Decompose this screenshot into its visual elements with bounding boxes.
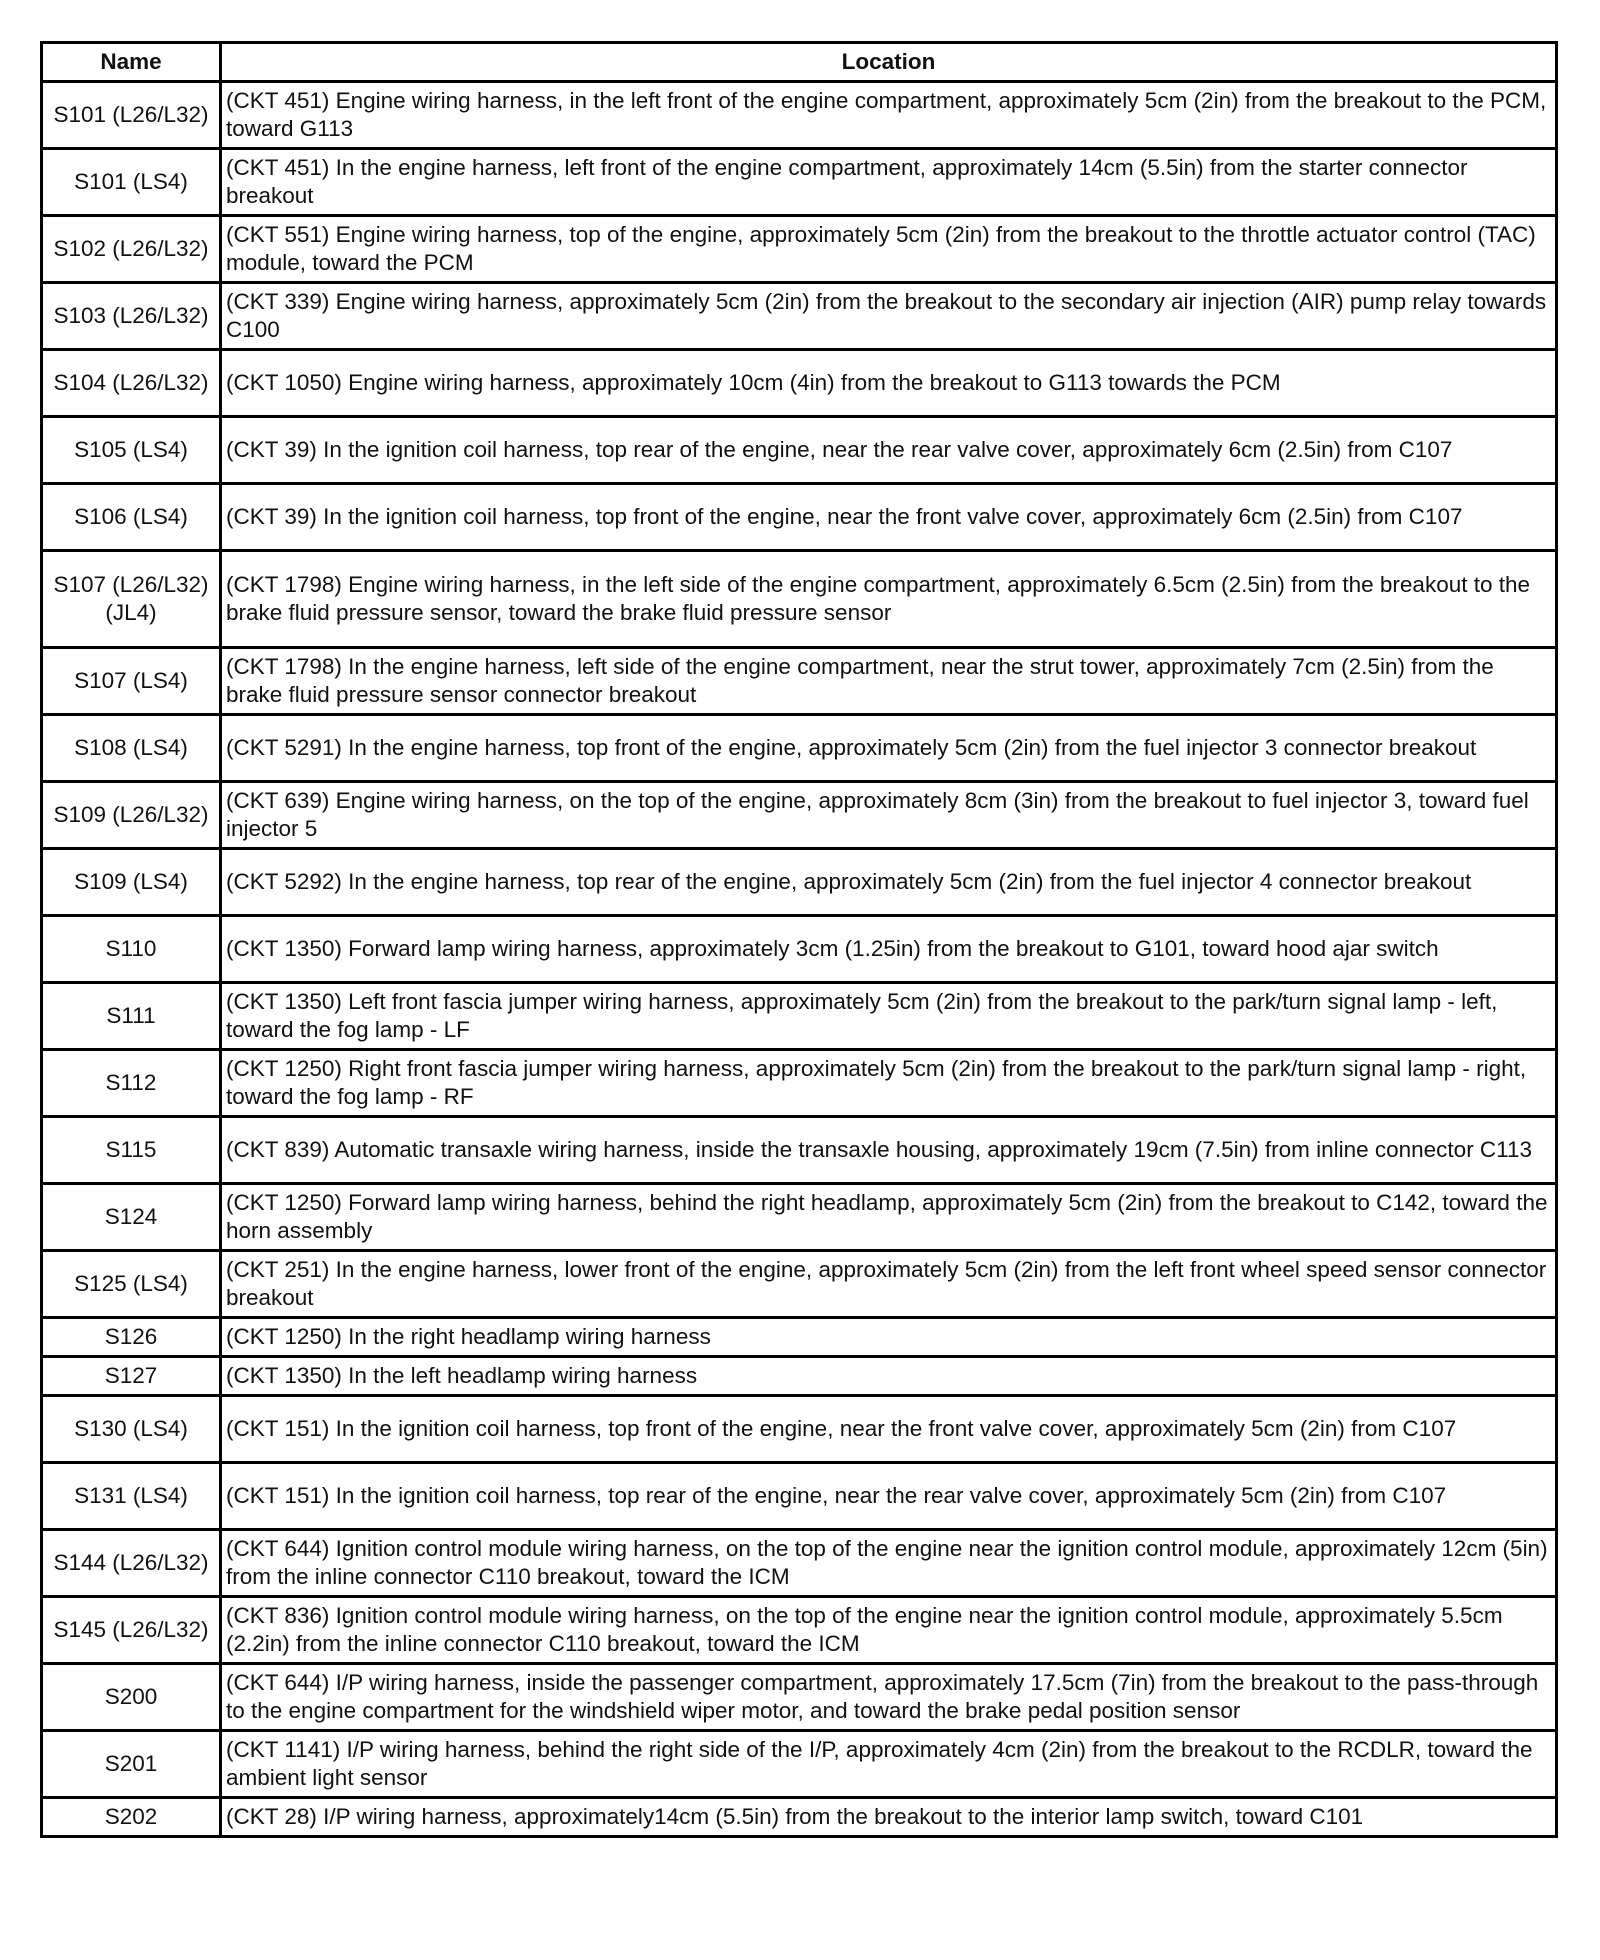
splice-location: (CKT 339) Engine wiring harness, approximately 5cm (2in) from the breakout to the secondary air injection (AIR) pump relay towards C100 [221, 283, 1557, 350]
splice-location: (CKT 5292) In the engine harness, top rear of the engine, approximately 5cm (2in) from the fuel injector 4 connector breakout [221, 849, 1557, 916]
splice-location: (CKT 39) In the ignition coil harness, top front of the engine, near the front valve cover, approximately 6cm (2.5in) from C107 [221, 484, 1557, 551]
table-row [42, 849, 1557, 916]
table-row [42, 149, 1557, 216]
splice-name: S115 [42, 1117, 221, 1184]
table-row [42, 782, 1557, 849]
table-row [42, 715, 1557, 782]
splice-location: (CKT 644) I/P wiring harness, inside the passenger compartment, approximately 17.5cm (7in) from the breakout to the pass-through to the engine compartment for the windshield wiper motor, and toward the brake pedal position sensor [221, 1664, 1557, 1731]
splice-location: (CKT 1250) Right front fascia jumper wiring harness, approximately 5cm (2in) from the breakout to the park/turn signal lamp - right, toward the fog lamp - RF [221, 1050, 1557, 1117]
splice-location: (CKT 28) I/P wiring harness, approximately14cm (5.5in) from the breakout to the interior lamp switch, toward C101 [221, 1798, 1557, 1837]
splice-name: S105 (LS4) [42, 417, 221, 484]
splice-location: (CKT 1798) In the engine harness, left side of the engine compartment, near the strut tower, approximately 7cm (2.5in) from the brake fluid pressure sensor connector breakout [221, 648, 1557, 715]
splice-location: (CKT 151) In the ignition coil harness, top front of the engine, near the front valve cover, approximately 5cm (2in) from C107 [221, 1396, 1557, 1463]
splice-name: S111 [42, 983, 221, 1050]
table-row [42, 1664, 1557, 1731]
splice-name: S106 (LS4) [42, 484, 221, 551]
splice-name: S104 (L26/L32) [42, 350, 221, 417]
splice-location: (CKT 451) Engine wiring harness, in the left front of the engine compartment, approximately 5cm (2in) from the breakout to the PCM, toward G113 [221, 82, 1557, 149]
splice-location: (CKT 451) In the engine harness, left front of the engine compartment, approximately 14cm (5.5in) from the starter connector breakout [221, 149, 1557, 216]
table-row [42, 216, 1557, 283]
table-row [42, 1318, 1557, 1357]
splice-location: (CKT 1350) Left front fascia jumper wiring harness, approximately 5cm (2in) from the breakout to the park/turn signal lamp - left, toward the fog lamp - LF [221, 983, 1557, 1050]
splice-location: (CKT 839) Automatic transaxle wiring harness, inside the transaxle housing, approximately 19cm (7.5in) from inline connector C113 [221, 1117, 1557, 1184]
splice-location: (CKT 1798) Engine wiring harness, in the left side of the engine compartment, approximately 6.5cm (2.5in) from the breakout to the brake fluid pressure sensor, toward the brake fluid pressure sensor [221, 551, 1557, 648]
table-row [42, 1396, 1557, 1463]
table-row [42, 551, 1557, 648]
splice-location: (CKT 1141) I/P wiring harness, behind the right side of the I/P, approximately 4cm (2in) from the breakout to the RCDLR, toward the ambient light sensor [221, 1731, 1557, 1798]
table-row [42, 1463, 1557, 1530]
header-name: Name [42, 43, 221, 82]
splice-location-table [40, 41, 1558, 1838]
table-header-row [42, 43, 1557, 82]
splice-name: S200 [42, 1664, 221, 1731]
splice-name: S108 (LS4) [42, 715, 221, 782]
splice-name: S145 (L26/L32) [42, 1597, 221, 1664]
splice-location: (CKT 1250) In the right headlamp wiring harness [221, 1318, 1557, 1357]
table-row [42, 350, 1557, 417]
splice-name: S201 [42, 1731, 221, 1798]
table-row [42, 283, 1557, 350]
table-row [42, 1798, 1557, 1837]
table-row [42, 1530, 1557, 1597]
splice-location: (CKT 1050) Engine wiring harness, approximately 10cm (4in) from the breakout to G113 towards the PCM [221, 350, 1557, 417]
splice-location: (CKT 836) Ignition control module wiring harness, on the top of the engine near the ignition control module, approximately 5.5cm (2.2in) from the inline connector C110 breakout, toward the ICM [221, 1597, 1557, 1664]
splice-location: (CKT 5291) In the engine harness, top front of the engine, approximately 5cm (2in) from the fuel injector 3 connector breakout [221, 715, 1557, 782]
table-row [42, 417, 1557, 484]
splice-name: S127 [42, 1357, 221, 1396]
table-row [42, 1597, 1557, 1664]
splice-location: (CKT 639) Engine wiring harness, on the top of the engine, approximately 8cm (3in) from the breakout to fuel injector 3, toward fuel injector 5 [221, 782, 1557, 849]
table-row [42, 1184, 1557, 1251]
table-row [42, 82, 1557, 149]
splice-location: (CKT 1350) Forward lamp wiring harness, approximately 3cm (1.25in) from the breakout to G101, toward hood ajar switch [221, 916, 1557, 983]
splice-name: S109 (LS4) [42, 849, 221, 916]
splice-name: S126 [42, 1318, 221, 1357]
splice-location: (CKT 551) Engine wiring harness, top of the engine, approximately 5cm (2in) from the breakout to the throttle actuator control (TAC) module, toward the PCM [221, 216, 1557, 283]
splice-name: S109 (L26/L32) [42, 782, 221, 849]
splice-name: S101 (LS4) [42, 149, 221, 216]
splice-name: S102 (L26/L32) [42, 216, 221, 283]
table-row [42, 983, 1557, 1050]
table-row [42, 1731, 1557, 1798]
splice-location: (CKT 151) In the ignition coil harness, top rear of the engine, near the rear valve cover, approximately 5cm (2in) from C107 [221, 1463, 1557, 1530]
splice-name: S110 [42, 916, 221, 983]
splice-location: (CKT 251) In the engine harness, lower front of the engine, approximately 5cm (2in) from the left front wheel speed sensor connector breakout [221, 1251, 1557, 1318]
splice-name: S101 (L26/L32) [42, 82, 221, 149]
splice-name: S107 (LS4) [42, 648, 221, 715]
splice-name: S124 [42, 1184, 221, 1251]
splice-location: (CKT 644) Ignition control module wiring harness, on the top of the engine near the ignition control module, approximately 12cm (5in) from the inline connector C110 breakout, toward the ICM [221, 1530, 1557, 1597]
splice-name: S112 [42, 1050, 221, 1117]
table-row [42, 1357, 1557, 1396]
splice-name: S107 (L26/L32) (JL4) [42, 551, 221, 648]
splice-location: (CKT 1350) In the left headlamp wiring harness [221, 1357, 1557, 1396]
table-row [42, 916, 1557, 983]
table-row [42, 1050, 1557, 1117]
splice-location: (CKT 39) In the ignition coil harness, top rear of the engine, near the rear valve cover, approximately 6cm (2.5in) from C107 [221, 417, 1557, 484]
table-row [42, 648, 1557, 715]
splice-location: (CKT 1250) Forward lamp wiring harness, behind the right headlamp, approximately 5cm (2in) from the breakout to C142, toward the horn assembly [221, 1184, 1557, 1251]
table-row [42, 1251, 1557, 1318]
splice-name: S144 (L26/L32) [42, 1530, 221, 1597]
splice-name: S202 [42, 1798, 221, 1837]
header-location: Location [221, 43, 1557, 82]
splice-name: S131 (LS4) [42, 1463, 221, 1530]
splice-name: S103 (L26/L32) [42, 283, 221, 350]
splice-location-table-container [40, 41, 1555, 1838]
splice-name: S125 (LS4) [42, 1251, 221, 1318]
table-row [42, 1117, 1557, 1184]
splice-name: S130 (LS4) [42, 1396, 221, 1463]
table-row [42, 484, 1557, 551]
